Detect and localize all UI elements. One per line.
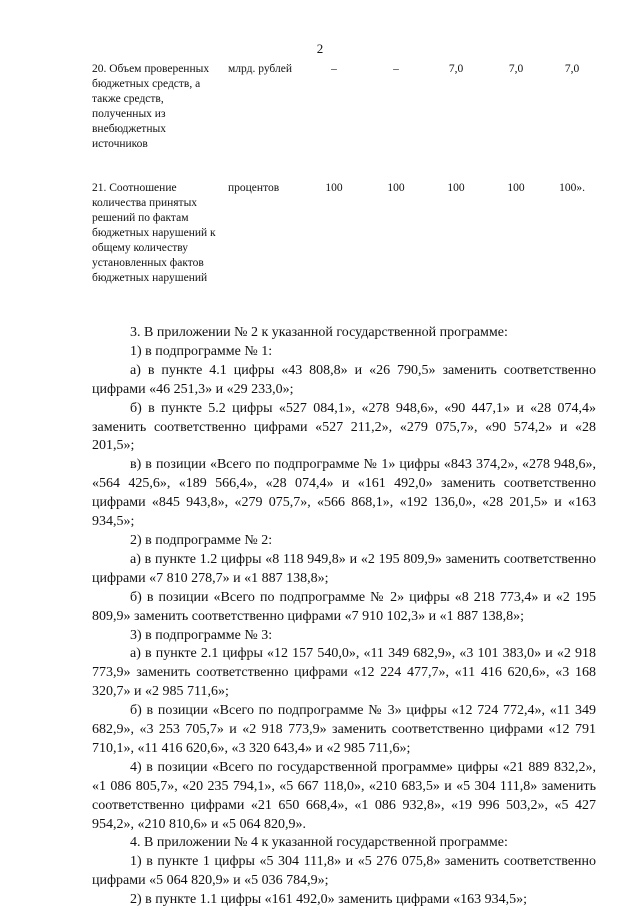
unit-of-measure: млрд. рублей	[228, 63, 292, 75]
unit-of-measure: процентов	[228, 182, 280, 194]
indicator-name: 21. Соотношение количества принятых решений по фактам бюджетных нарушений к общему количеству установленных фактов бюджетных нарушений	[92, 182, 216, 284]
paragraph: а) в пункте 2.1 цифры «12 157 540,0», «11 349 682,9», «3 101 383,0» и «2 918 773,9» заменить соответственно цифрами «12 224 477,7», «11 416 620,6», «3 168 320,7» и «2 985 711,6»;	[92, 646, 596, 700]
paragraph: б) в пункте 5.2 цифры «527 084,1», «278 948,6», «90 447,1» и «28 074,4» заменить соответственно цифрами «527 211,2», «279 075,7», «90 574,2» и «28 201,5»;	[92, 400, 596, 454]
value-cell: –	[393, 63, 399, 75]
value-cell: 100	[387, 182, 405, 194]
paragraph: а) в пункте 1.2 цифры «8 118 949,8» и «2 195 809,9» заменить соответственно цифрами «7 810 278,7» и «1 887 138,8»;	[92, 551, 596, 586]
paragraph: 4. В приложении № 4 к указанной государственной программе:	[130, 835, 508, 851]
paragraph: 4) в позиции «Всего по государственной программе» цифры «21 889 832,2», «1 086 805,7», «20 235 794,1», «5 667 118,0», «210 683,5» и «5 304 111,8» заменить соответственно цифрами «21 650 668,4», «1 086 932,8», «19 996 503,2», «5 427 954,2», «210 810,6» и «5 064 820,9».	[92, 759, 596, 832]
paragraph: 1) в подпрограмме № 1:	[130, 343, 273, 359]
paragraph: 2) в подпрограмме № 2:	[130, 532, 273, 548]
value-cell: 7,0	[448, 63, 464, 75]
value-cell: –	[331, 63, 337, 75]
paragraph: б) в позиции «Всего по подпрограмме № 3» цифры «12 724 772,4», «11 349 682,9», «3 253 705,7» и «2 918 773,9» заменить соответственно цифрами «12 791 710,1», «11 416 620,6», «3 320 643,4» и «2 985 711,6»;	[92, 703, 596, 756]
amendments-text	[92, 324, 596, 910]
value-cell: 7,0	[564, 63, 580, 75]
value-cell: 100	[447, 182, 465, 194]
paragraph: 1) в пункте 1 цифры «5 304 111,8» и «5 276 075,8» заменить соответственно цифрами «5 064 820,9» и «5 036 784,9»;	[92, 854, 596, 889]
value-cell: 100	[325, 182, 343, 194]
value-cell: 7,0	[508, 63, 524, 75]
paragraph: б) в позиции «Всего по подпрограмме № 2» цифры «8 218 773,4» и «2 195 809,9» заменить соответственно цифрами «7 910 102,3» и «1 887 138,8»;	[92, 589, 596, 624]
paragraph: в) в позиции «Всего по подпрограмме № 1» цифры «843 374,2», «278 948,6», «564 425,6», «189 566,4», «28 074,4» и «161 492,0» заменить соответственно цифрами «845 943,8», «279 075,7», «566 868,1», «192 136,0», «28 201,5» и «163 934,5»;	[92, 457, 596, 530]
value-cell: 100	[507, 182, 525, 194]
paragraph: 2) в пункте 1.1 цифры «161 492,0» заменить цифрами «163 934,5»;	[130, 892, 527, 908]
indicator-name: 20. Объем проверенных бюджетных средств, а также средств, полученных из внебюджетных источников	[92, 63, 210, 150]
value-cell: 100».	[559, 182, 585, 194]
paragraph: а) в пункте 4.1 цифры «43 808,8» и «26 790,5» заменить соответственно цифрами «46 251,3» и «29 233,0»;	[92, 362, 596, 397]
page-number: 2	[316, 41, 324, 56]
paragraph: 3) в подпрограмме № 3:	[130, 627, 273, 643]
paragraph: 3. В приложении № 2 к указанной государственной программе:	[130, 325, 508, 340]
